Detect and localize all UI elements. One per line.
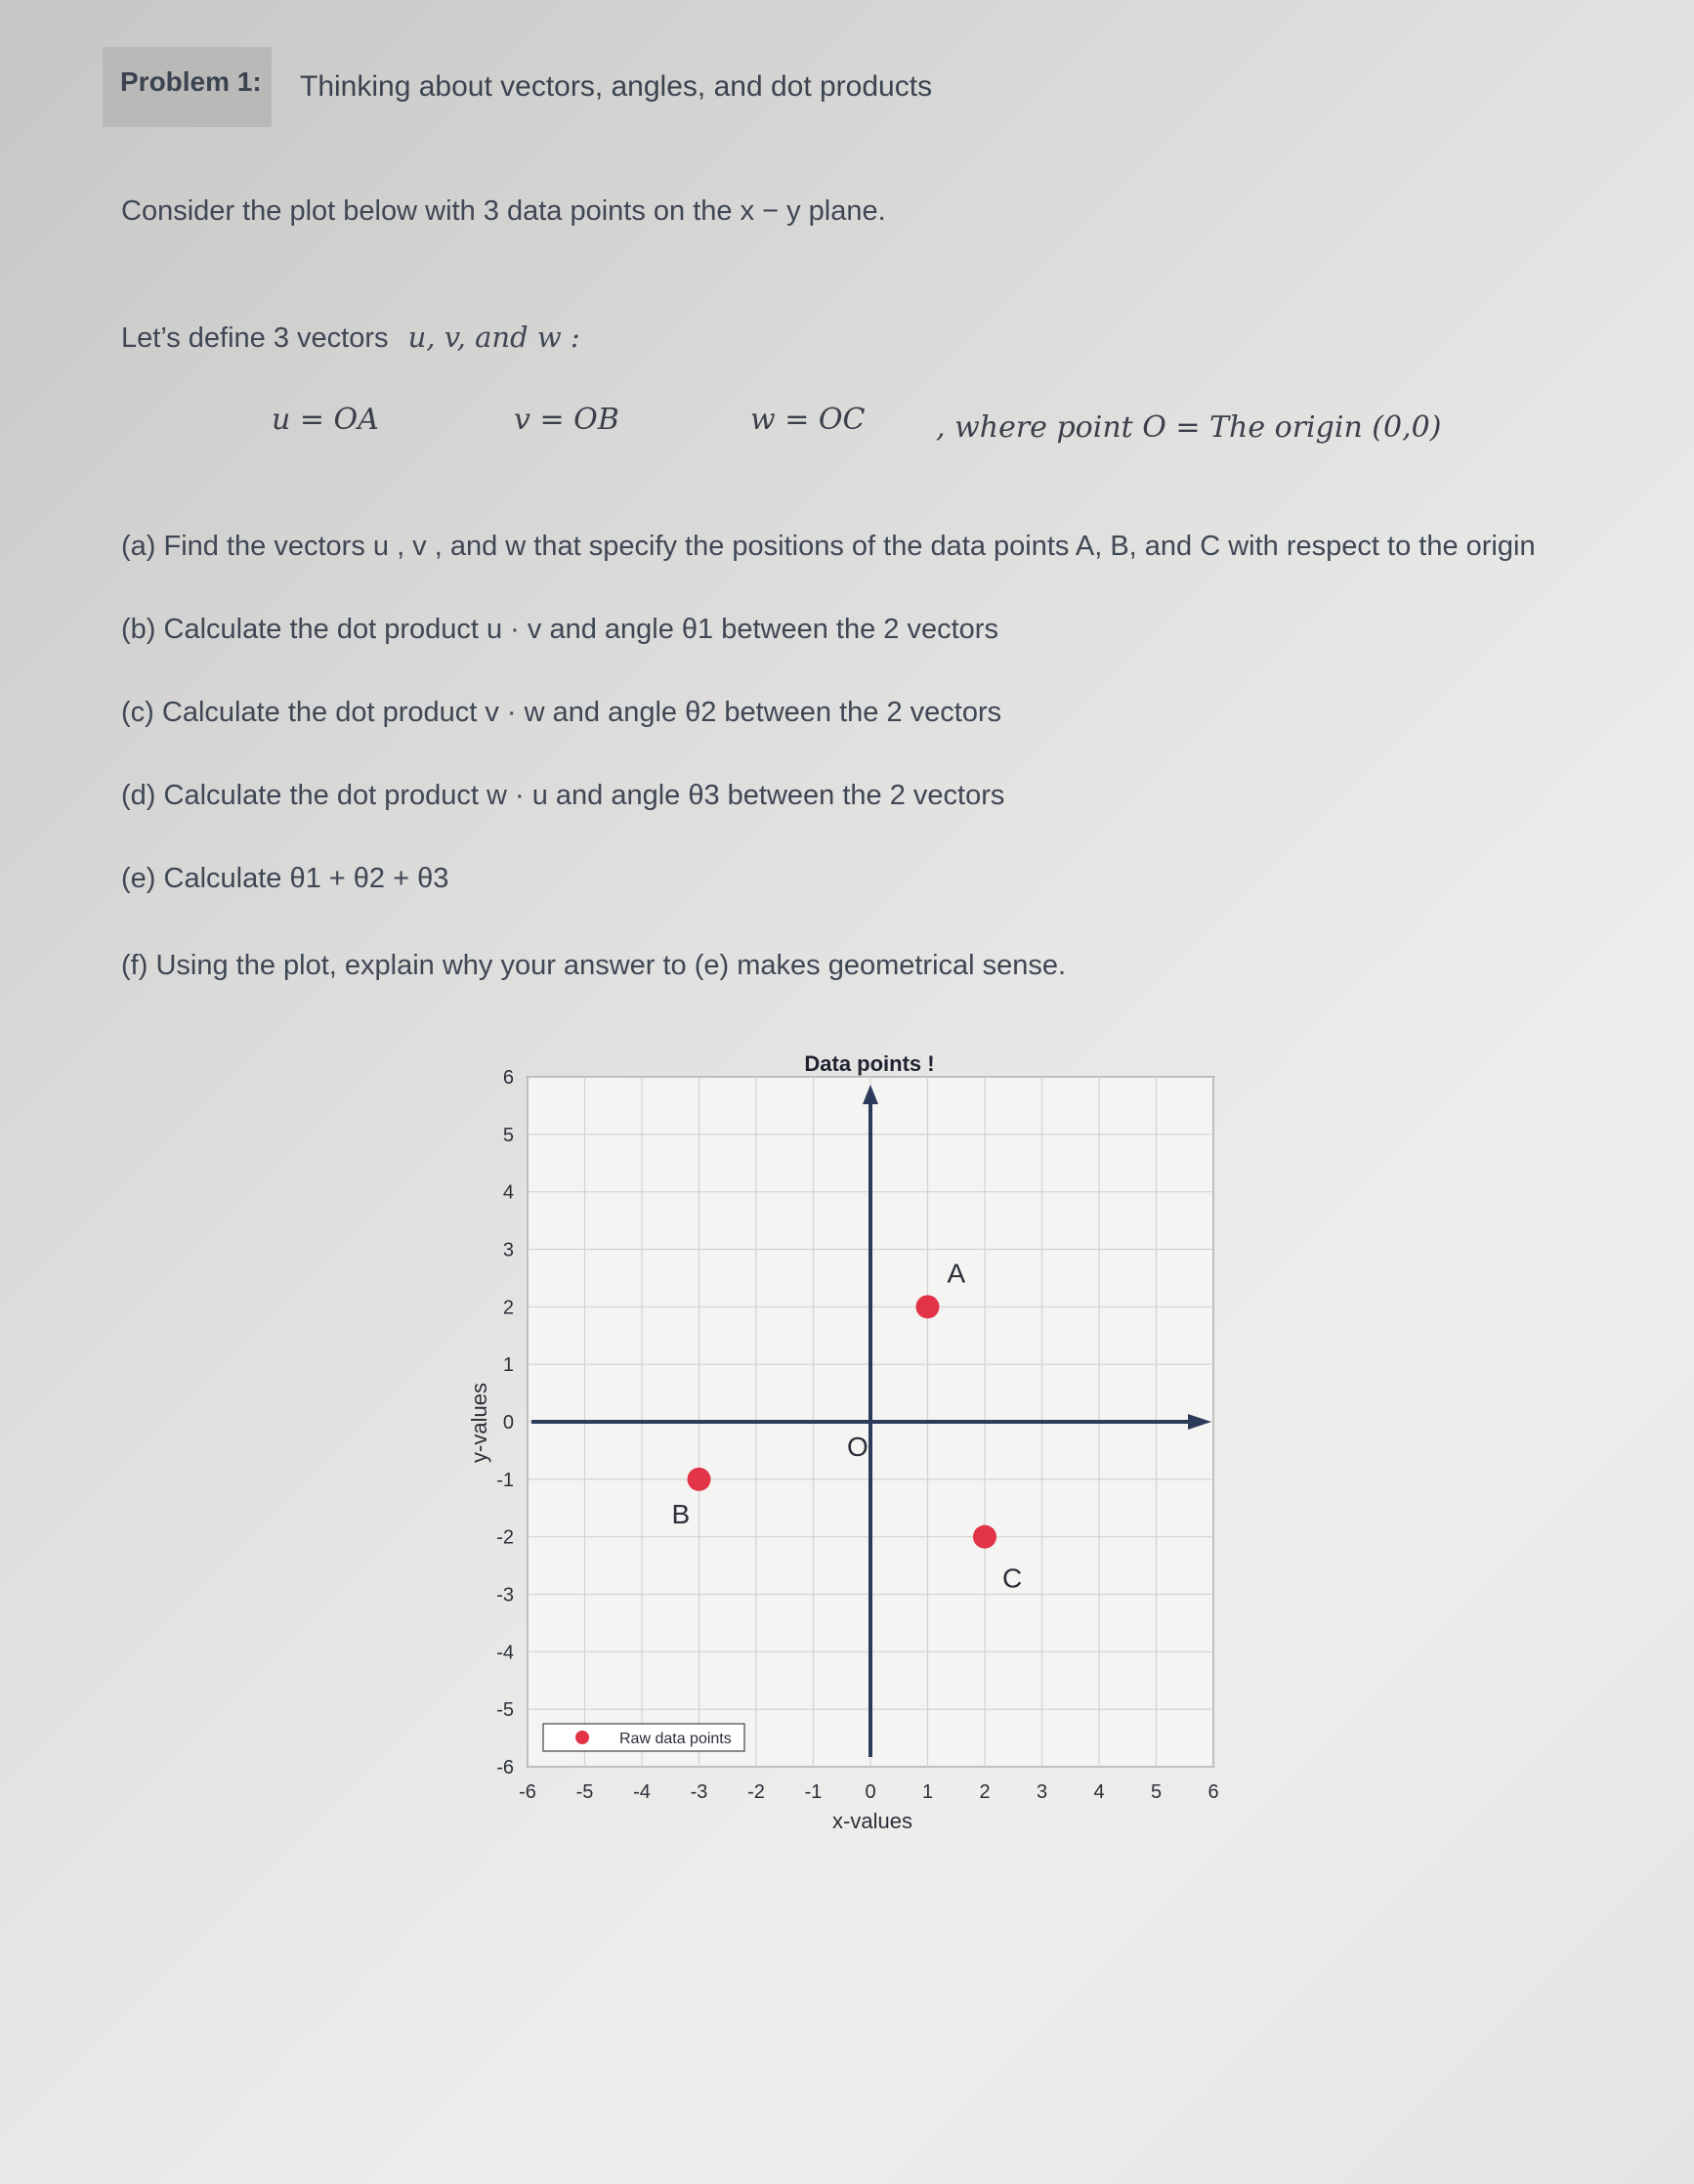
y-tick-label: -5 bbox=[496, 1699, 514, 1722]
y-tick-label: 4 bbox=[502, 1181, 514, 1204]
legend-marker bbox=[575, 1731, 589, 1744]
y-tick-label: 3 bbox=[502, 1239, 514, 1262]
question-a-text: Find the vectors u , v , and w that specify the positions of the data points A, B, and C with respect to the origin bbox=[163, 531, 1536, 562]
def-v: v = OB bbox=[514, 403, 619, 437]
question-e-label: (e) bbox=[121, 863, 156, 894]
question-e bbox=[121, 863, 448, 895]
y-tick-label: -2 bbox=[496, 1526, 514, 1549]
y-tick-label: 5 bbox=[502, 1124, 514, 1146]
x-tick-label: 4 bbox=[1093, 1781, 1105, 1803]
intro-line: Consider the plot below with 3 data points on the x − y plane. bbox=[121, 195, 886, 227]
x-axis-label: x-values bbox=[832, 1809, 912, 1833]
question-d-label: (d) bbox=[121, 780, 156, 811]
question-a bbox=[121, 531, 1536, 563]
chart-title: Data points ! bbox=[804, 1051, 935, 1076]
data-point-a bbox=[916, 1295, 940, 1318]
data-point-c bbox=[973, 1525, 996, 1549]
def-u: u = OA bbox=[272, 403, 379, 437]
x-tick-label: 3 bbox=[1036, 1781, 1048, 1803]
problem-title: Thinking about vectors, angles, and dot products bbox=[300, 70, 933, 103]
x-tick-label: -1 bbox=[804, 1781, 823, 1803]
def-w: w = OC bbox=[750, 403, 866, 437]
x-tick-label: -2 bbox=[747, 1781, 765, 1803]
y-tick-label: 2 bbox=[502, 1297, 514, 1319]
point-label-b: B bbox=[671, 1498, 691, 1529]
question-b bbox=[121, 614, 998, 646]
y-tick-label: -3 bbox=[496, 1584, 514, 1606]
question-c-label: (c) bbox=[121, 697, 154, 728]
question-c-text: Calculate the dot product v · w and angle θ2 between the 2 vectors bbox=[161, 697, 1002, 728]
question-f bbox=[121, 950, 1066, 982]
vector-intro-list: u, v, and w : bbox=[407, 321, 580, 354]
y-tick-label: -6 bbox=[496, 1757, 514, 1778]
def-origin-note: , where point O = The origin (0,0) bbox=[936, 410, 1442, 445]
question-b-text: Calculate the dot product u · v and angle θ1 between the 2 vectors bbox=[163, 614, 998, 645]
question-f-label: (f) bbox=[121, 950, 148, 981]
scatter-chart bbox=[459, 1036, 1260, 1857]
point-label-a: A bbox=[947, 1258, 966, 1289]
legend-label: Raw data points bbox=[619, 1731, 732, 1747]
x-tick-label: -5 bbox=[575, 1781, 594, 1803]
origin-label: O bbox=[847, 1432, 868, 1462]
y-axis-label: y-values bbox=[467, 1383, 491, 1463]
x-tick-label: 6 bbox=[1207, 1781, 1219, 1803]
question-b-label: (b) bbox=[121, 614, 156, 645]
x-tick-label: 2 bbox=[979, 1781, 991, 1803]
question-f-text: Using the plot, explain why your answer to (e) makes geometrical sense. bbox=[155, 950, 1067, 981]
x-tick-label: -4 bbox=[633, 1781, 651, 1803]
question-d bbox=[121, 780, 1004, 812]
problem-label: Problem 1: bbox=[120, 66, 262, 97]
question-d-text: Calculate the dot product w · u and angle θ3 between the 2 vectors bbox=[163, 780, 1005, 811]
y-tick-label: 0 bbox=[502, 1412, 514, 1434]
x-tick-label: -3 bbox=[690, 1781, 708, 1803]
question-e-text: Calculate θ1 + θ2 + θ3 bbox=[163, 863, 449, 894]
y-tick-label: 6 bbox=[502, 1067, 514, 1089]
y-tick-label: 1 bbox=[502, 1354, 514, 1377]
question-a-label: (a) bbox=[121, 531, 156, 562]
vector-intro-prefix: Let’s define 3 vectors bbox=[121, 322, 389, 354]
x-tick-label: -6 bbox=[519, 1781, 536, 1803]
x-tick-label: 5 bbox=[1150, 1781, 1163, 1803]
x-tick-label: 1 bbox=[921, 1781, 934, 1803]
data-point-b bbox=[688, 1468, 711, 1491]
x-tick-label: 0 bbox=[865, 1781, 876, 1803]
y-tick-label: -4 bbox=[496, 1642, 514, 1664]
question-c bbox=[121, 697, 1001, 729]
vector-intro-line bbox=[121, 321, 580, 355]
y-tick-label: -1 bbox=[496, 1469, 514, 1491]
point-label-c: C bbox=[1002, 1563, 1023, 1594]
